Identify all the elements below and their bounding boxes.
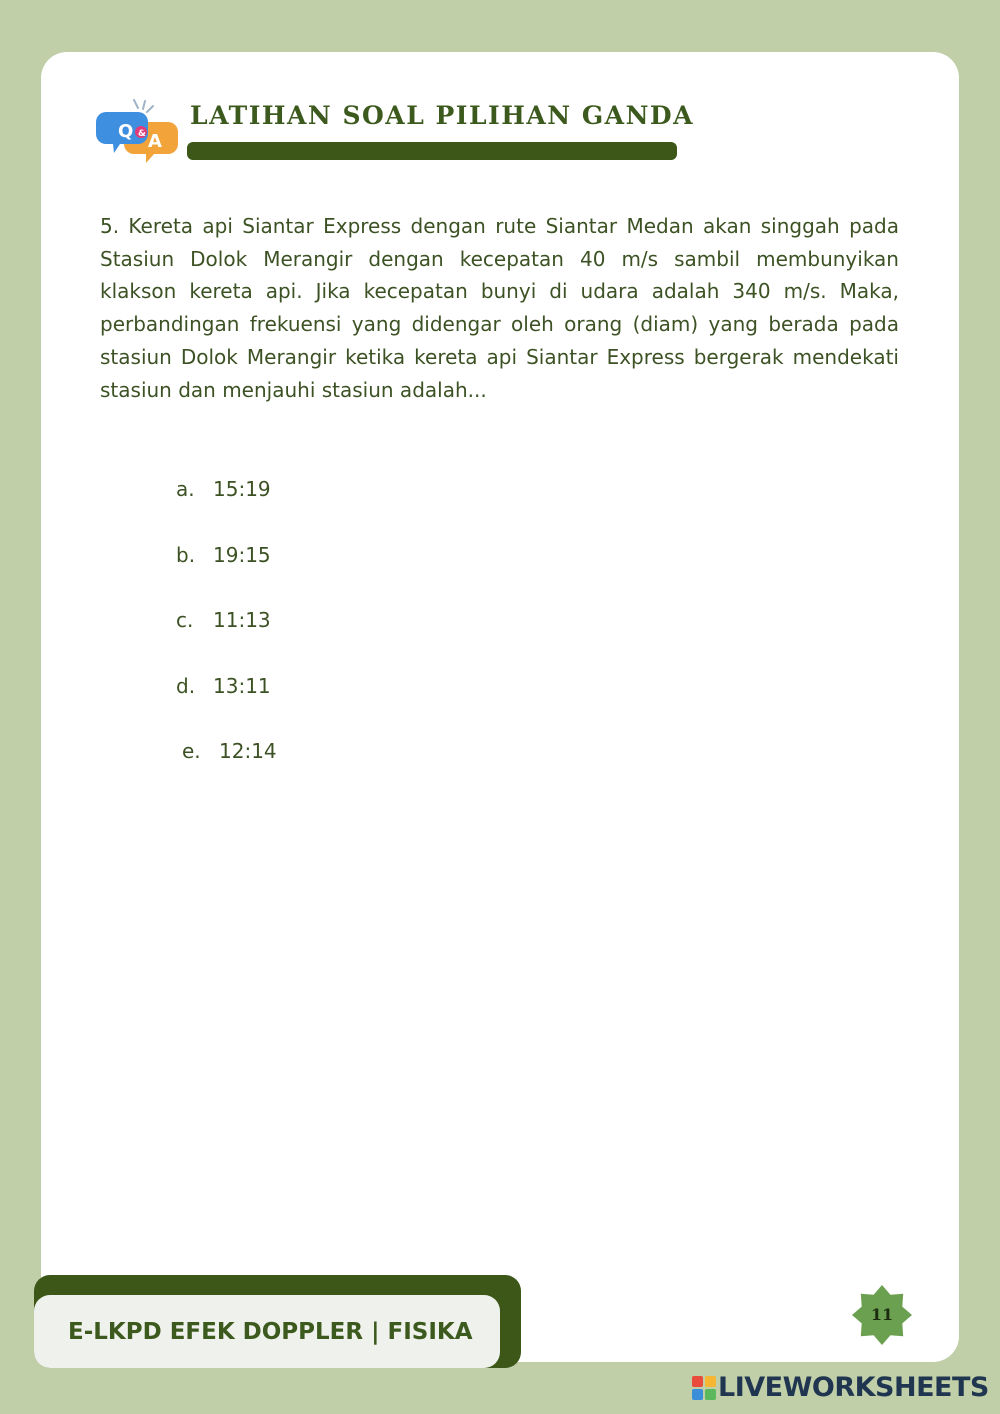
option-letter: e.: [182, 739, 201, 763]
option-c[interactable]: [176, 603, 277, 669]
svg-text:Q: Q: [118, 121, 134, 142]
footer-label: E-LKPD EFEK DOPPLER | FISIKA: [68, 1319, 473, 1345]
question-text: 5. Kereta api Siantar Express dengan rute Siantar Medan akan singgah pada Stasiun Dolok Merangir dengan kecepatan 40 m/s sambil membunyikan klakson kereta api. Jika kecepatan bunyi di udara adalah 340 m/s. Maka, perbandingan frekuensi yang didengar oleh orang (diam) yang berada pada stasiun Dolok Merangir ketika kereta api Siantar Express bergerak mendekati stasiun dan menjauhi stasiun adalah...: [100, 214, 899, 402]
liveworksheets-logo-icon: [692, 1376, 716, 1400]
option-letter: d.: [176, 673, 196, 698]
option-b[interactable]: [176, 538, 277, 604]
option-a[interactable]: [176, 472, 277, 538]
qa-chat-bubbles-icon: [96, 98, 180, 164]
option-letter: a.: [176, 477, 195, 501]
answer-options-list: [176, 472, 277, 800]
page-number: 11: [870, 1305, 894, 1324]
option-text: 13:11: [213, 673, 271, 698]
svg-text:A: A: [148, 131, 162, 152]
option-letter: b.: [176, 542, 196, 567]
option-e[interactable]: [176, 734, 277, 800]
option-text: 15:19: [213, 477, 271, 501]
option-letter: c.: [176, 608, 194, 632]
liveworksheets-watermark: LIVEWORKSHEETS: [718, 1372, 989, 1403]
page-title: LATIHAN SOAL PILIHAN GANDA: [190, 101, 695, 130]
title-underline-bar: [187, 142, 677, 160]
option-d[interactable]: [176, 669, 277, 735]
option-text: 11:13: [213, 608, 271, 632]
option-text: 19:15: [213, 542, 271, 567]
svg-text:&: &: [138, 129, 146, 139]
option-text: 12:14: [219, 739, 277, 763]
